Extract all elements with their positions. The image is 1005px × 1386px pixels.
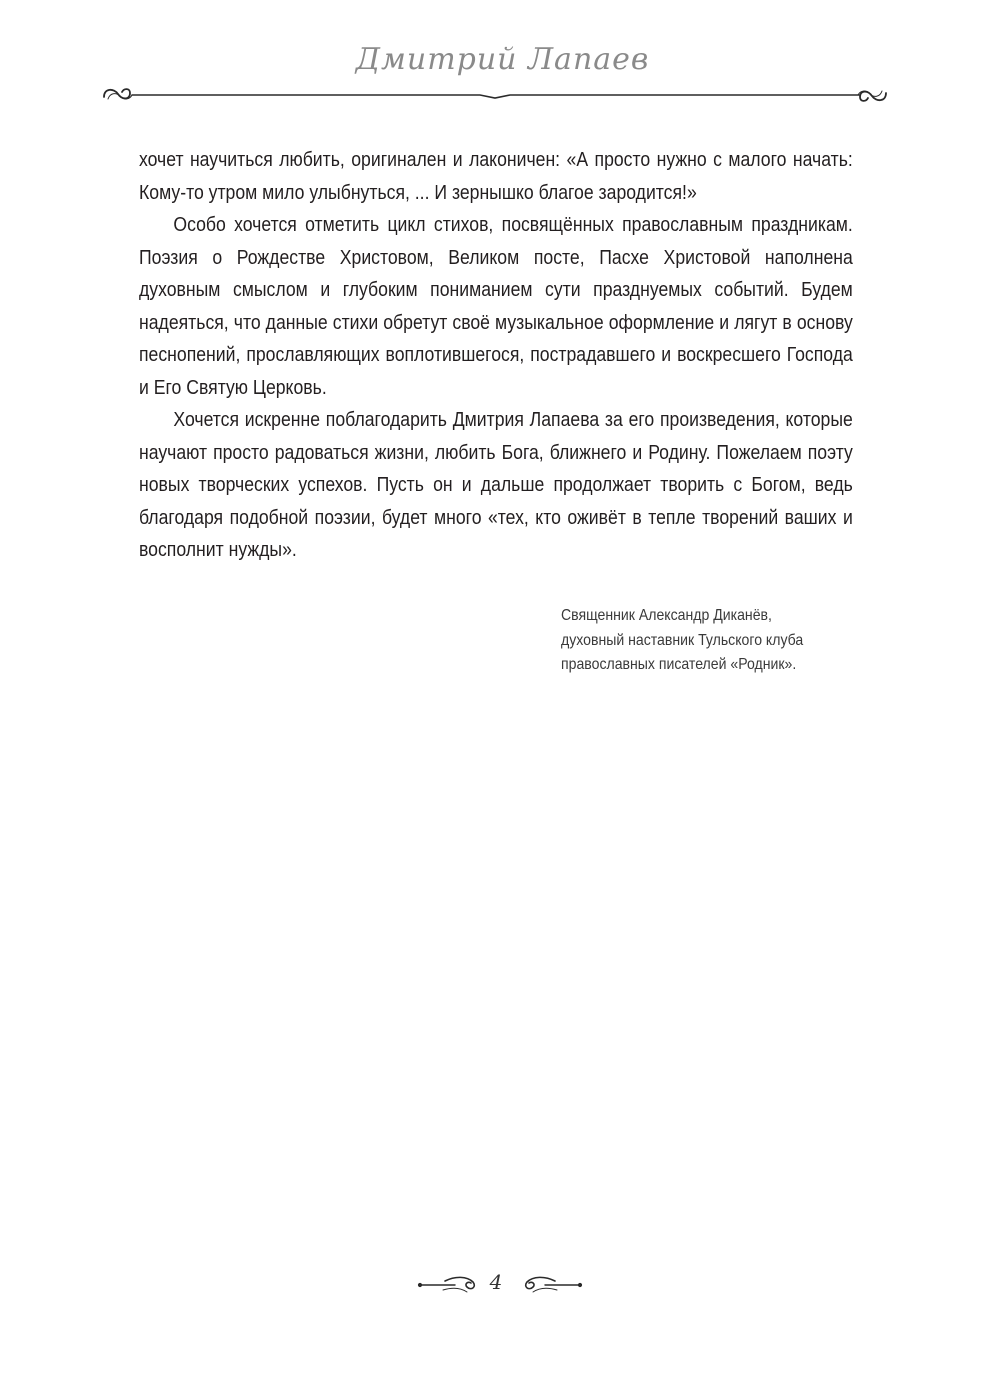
paragraph: хочет научиться любить, оригинален и лаконичен: «А просто нужно с малого начать: Кому-то утром мило улыбнуться, ... И зернышко благое зародится!» [139, 148, 853, 204]
signature-line: духовный наставник Тульского клуба [561, 631, 804, 649]
body-text [139, 144, 853, 567]
paragraph: Хочется искренне поблагодарить Дмитрия Лапаева за его произведения, которые научают просто радоваться жизни, любить Бога, ближнего и Родину. Пожелаем поэту новых творческих успехов. Пусть он и дальше продолжает творить с Богом, ведь благодаря подобной поэзии, будет много «тех, кто оживёт в тепле творений ваших и восполнит нужды». [139, 408, 853, 561]
running-title: Дмитрий Лапаев [355, 42, 650, 77]
signature-line: Священник Александр Диканёв, [561, 607, 772, 624]
paragraph: Особо хочется отметить цикл стихов, посвящённых православным праздникам. Поэзия о Рождестве Христовом, Великом посте, Пасхе Христовой наполнена духовным смыслом и глубоким пониманием сути празднуемых событий. Будем надеяться, что данные стихи обретут своё музыкальное оформление и лягут в основу песнопений, прославляющих воплотившегося, пострадавшего и воскресшего Господа и Его Святую Церковь. [139, 213, 853, 399]
signature-line: православных писателей «Родник». [561, 656, 797, 673]
signature-block [561, 604, 851, 678]
page-number: 4 [489, 1270, 503, 1294]
ornamental-divider-icon [100, 84, 890, 106]
